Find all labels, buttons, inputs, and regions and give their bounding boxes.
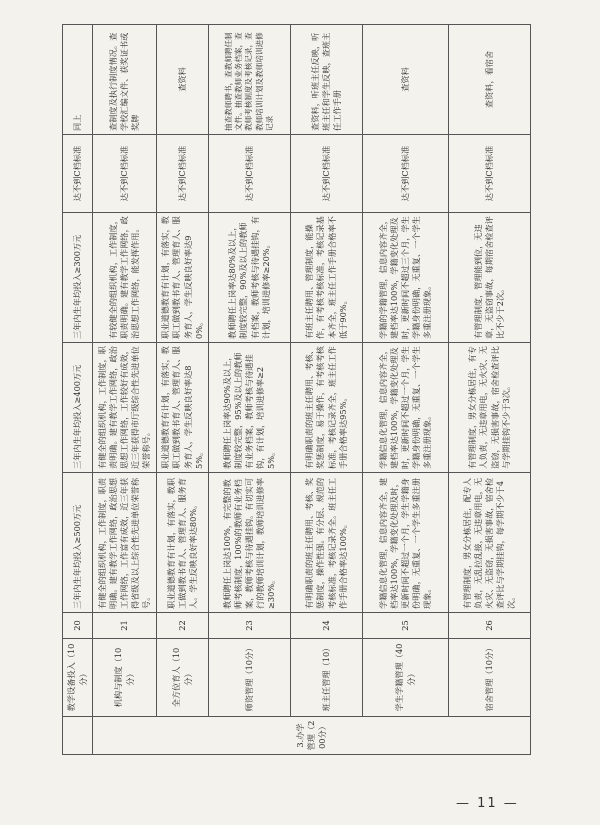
level-a: 学籍信息化管理，信息内容齐全，建档率达100%，学籍变化处理及时，更新时间不超过一个月，学生学籍身份明确，无重复、一个学生多重注册现象。: [363, 473, 449, 613]
level-d: 达不到C档标准: [449, 135, 531, 213]
header-cell-4: 三年内生年均投入≥500万元: [63, 473, 93, 613]
item-number: 22: [157, 613, 209, 639]
method: 查资料: [157, 25, 209, 135]
section-label: 3.办学管理（200分）: [93, 717, 531, 755]
level-d: 达不到C档标准: [209, 135, 291, 213]
method: 抽查教师聘书，查教师聘任制文件。抽查教师业务档案，查教师考核制度及考核记录，查教师培训计划及教师培训进修记录: [209, 25, 291, 135]
level-d: 达不到C档标准: [291, 135, 363, 213]
level-c: 职业道德教育有计划，有落实，教职工做到教书育人、管理育人、服务育人，学生反映良好率达90%。: [157, 213, 209, 343]
table-row: [157, 25, 209, 755]
level-c: 有班主任聘用、管理制度，能操作，有考核考核标准，考核记录基本齐全，班主任工作手册合格率不低于90%。: [291, 213, 363, 343]
level-c: 学籍的学籍管理，信息内容齐全，建档率达100%，学籍变化处理及时，更新时间不超过三个月，学生学籍身份明确，无重复、一个学生多重注册现象。: [363, 213, 449, 343]
level-c: 有管理制度，管理能到位，无违章，无盗窃事故，每期宿舍检查评比不少于2次。: [449, 213, 531, 343]
item-name: 师资管理（10分）: [209, 639, 291, 717]
item-name: 全方位育人（10分）: [157, 639, 209, 717]
level-b: 教师聘任上岗率达90%及以上，制度较完整，95%及以上的教师有业务档案，教师考核与待遇挂钩，有计划，培训进修率≥25%。: [209, 343, 291, 473]
item-number: 26: [449, 613, 531, 639]
header-cell-5: 三年内生年均投入≥400万元: [63, 343, 93, 473]
level-b: 职业道德教育有计划，有落实，教职工做到教书育人、管理育人、服务育人，学生反映良好率达85%。: [157, 343, 209, 473]
level-b: 学籍信息化管理，信息内容齐全，建档率达100%，学籍变化处理及时，更新时间不超过一个月，学生学籍身份明确，无重复、一个学生多重注册现象。: [363, 343, 449, 473]
method: 查制度及执行制度情况。查学校汇编文件、获奖证书或奖牌: [93, 25, 157, 135]
item-name: 机构与制度（10分）: [93, 639, 157, 717]
method: 查资料，听班主任反映，听班主任和学生反映，查班主任工作手册: [291, 25, 363, 135]
table-row: [449, 25, 531, 755]
method: 查资料: [363, 25, 449, 135]
level-c: 教师聘任上岗率达80%及以上，制度较完整，90%及以上的教师有档案，教师考核与待遇挂钩，有计划，培训进修率≥20%。: [209, 213, 291, 343]
item-number: 23: [209, 613, 291, 639]
method: 查资料，看宿舍: [449, 25, 531, 135]
level-b: 有健全的组织机构，工作制度，职责明确。建有教学工作网络，政治思想工作网络，工作较好有成效，近三年获得市厅级综合性先进单位荣誉称号。: [93, 343, 157, 473]
header-cell-6: 三年内生年均投入≥300万元: [63, 213, 93, 343]
level-d: 达不到C档标准: [93, 135, 157, 213]
page-number: — 11 —: [456, 796, 519, 811]
header-cell-1: [63, 717, 93, 755]
item-name: 班主任管理（10）: [291, 639, 363, 717]
level-a: 有健全的组织机构，工作制度，职责明确。建有教学工作网络，政治思想工作网络，工作富有成效，近三年获得省级及以上综合性先进单位荣誉称号。: [93, 473, 157, 613]
header-cell-8: 同上: [63, 25, 93, 135]
level-d: 达不到C档标准: [157, 135, 209, 213]
level-a: 教师聘任上岗达100%，有完整的教师考核制度，100%的教师有业务档案，教师考核与待遇挂钩。有切实可行的教师培训计划，教师培训进修率≥30%。: [209, 473, 291, 613]
header-cell-7: 达不到C档标准: [63, 135, 93, 213]
table-row: [209, 25, 291, 755]
rotated-table-wrapper: [62, 25, 530, 755]
level-a: 职业道德教育有计划，有落实，教职工做到教书育人、管理育人、服务育人。学生反映良好率达80%。: [157, 473, 209, 613]
item-number: 21: [93, 613, 157, 639]
level-b: 有明确职责的班主任聘用、考核、奖惩制度，易于操作，有考核考核标准，考核记录齐全，班主任工作手册合格率达95%。: [291, 343, 363, 473]
item-name: 宿舍管理（10分）: [449, 639, 531, 717]
evaluation-table: [62, 24, 531, 755]
level-d: 达不到C档标准: [363, 135, 449, 213]
item-number: 25: [363, 613, 449, 639]
table-row: [363, 25, 449, 755]
table-row: [93, 25, 157, 755]
header-cell-2: 教学设备投入（10分）: [63, 639, 93, 717]
header-cell-3: 20: [63, 613, 93, 639]
item-number: 24: [291, 613, 363, 639]
level-b: 有管理制度，男女分栋居住，有专人负责，无违章用电，无火灾、无盗窃，无损害事故，宿舍检查评比与学期挂钩不少于3次。: [449, 343, 531, 473]
level-a: 有管理制度，男女分栋居住，配专人负责，无乱拉乱接，无违章用电，无火灾、无盗窃，无损害事故，宿舍检查评比与学期挂钩，每学期不少于4次。: [449, 473, 531, 613]
table-row: [291, 25, 363, 755]
level-c: 有较健全的组织机构，工作制度，职责明确。建有教学工作网络，政治思想工作网络，能发挥作用。: [93, 213, 157, 343]
item-name: 学生学籍管理（40分）: [363, 639, 449, 717]
header-row: [63, 25, 93, 755]
level-a: 有明确职责的班主任聘用、考核、奖惩制度，操作性强。有分层、规范的考核标准，考核记录齐全。班主任工作手册合格率达100%。: [291, 473, 363, 613]
